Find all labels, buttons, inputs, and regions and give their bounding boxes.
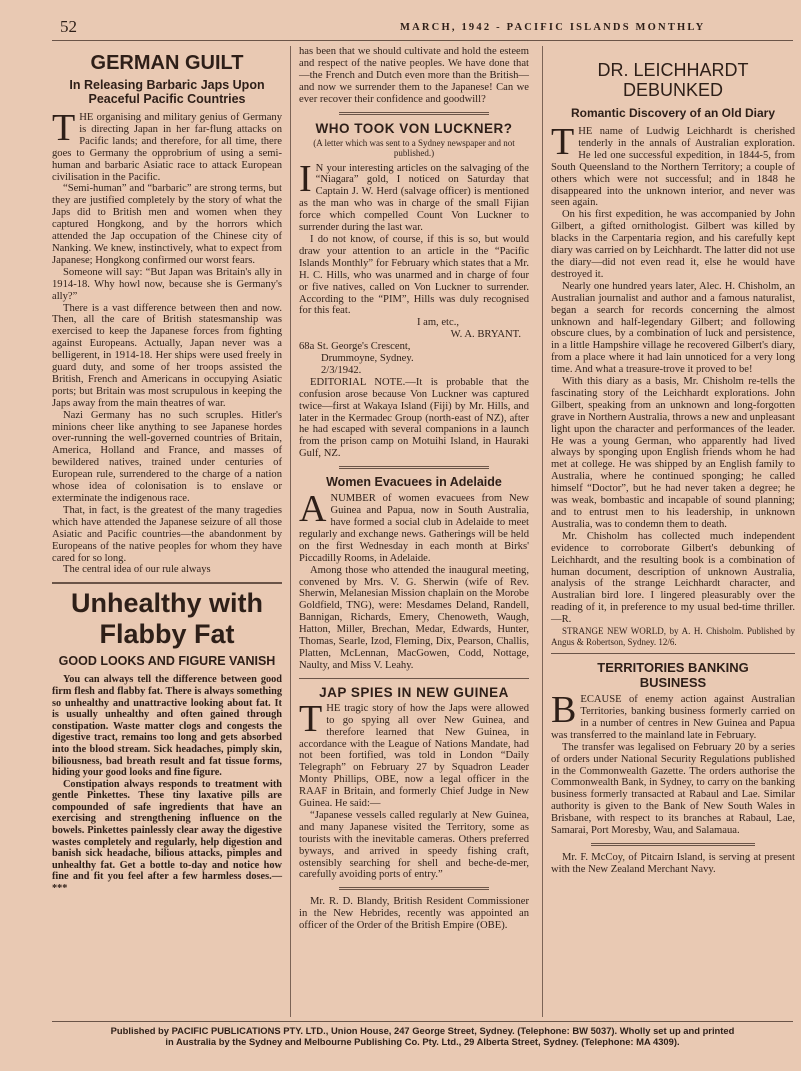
paragraph: HE organising and military genius of Germany is directing Japan in her far-flung attacks on Pacific lands; and therefore, for all time, there goes to Germany the opprobrium of using a semi-human and barbaric Asiatic race to attack European civilisation in the Pacific. xyxy=(52,112,282,183)
paragraph: You can always tell the difference between good firm flesh and flabby fat. There is always something so unhealthy and unattractive looking about fat. It is usually unhealthy and often gained through constipation. Waste matter clogs and congests the digestive tract, remains too long and gets absorbed into the blood stream. Sick headaches, pimply skin, biliousness, bad breath result and fat tissue forms, hiding your good looks and fine figure. xyxy=(52,674,282,779)
article-subtitle: Romantic Discovery of an Old Diary xyxy=(570,106,776,120)
column-divider xyxy=(290,46,291,1017)
divider xyxy=(591,843,755,846)
page-number: 52 xyxy=(60,17,77,36)
article-note: (A letter which was sent to a Sydney newspaper and not published.) xyxy=(313,137,515,159)
paragraph: Mr. F. McCoy, of Pitcairn Island, is serving at present with the New Zealand Merchant Navy. xyxy=(551,851,795,875)
divider xyxy=(299,678,529,679)
address-line: 68a St. George's Crescent, xyxy=(299,341,411,353)
paragraph: “Semi-human” and “barbaric” are strong terms, but they are justified completely by the story of what the Japs did to British men and women when they captured Hongkong, and by the horrors which attended the Jap occupation of the Chinese city of Nanking. We knew, instinctively, what to expect from Japanese; Hongkong confirmed our worst fears. xyxy=(52,183,282,266)
paragraph: On his first expedition, he was accompanied by John Gilbert, a gifted ornithologist. Gilbert was killed by blacks in the Carpentaria region, and his carefully kept diary was carried on by Leichhardt. The latter did not use the diary—did not even read it, else he would have destroyed it. xyxy=(551,209,795,280)
paragraph: N your interesting articles on the salvaging of the “Niagara” gold, I noticed on Saturday that Captain J. W. Herd (salvage officer) is mentioned as the man who was in charge of the small Fijian force which compelled Count Von Luckner to surrender during the last war. xyxy=(299,162,529,234)
divider xyxy=(339,887,489,890)
drop-cap: B xyxy=(551,689,577,732)
signer: W. A. BRYANT. xyxy=(450,329,521,341)
footer-line: in Australia by the Sydney and Melbourne Publishing Co. Pty. Ltd., 29 Alberta Street, Sydney. (Telephone: MA 4309). xyxy=(165,1036,680,1047)
drop-cap: I xyxy=(299,157,312,200)
divider xyxy=(339,466,489,469)
paragraph: The central idea of our rule always xyxy=(63,564,211,576)
article-title: JAP SPIES IN NEW GUINEA xyxy=(319,684,509,700)
running-title: MARCH, 1942 - PACIFIC ISLANDS MONTHLY xyxy=(400,22,706,33)
paragraph: Nazi Germany has no such scruples. Hitler's minions cheer like anything to see Japanese hordes over-running the well-governed countries of Britain, America, Holland and France, and masses of bewildered natives, trained under centuries of European rule, surrendered to the charge of a nation whose idea of colonisation is to enslave or exterminate the indigenous race. xyxy=(52,409,282,504)
paragraph: Among those who attended the inaugural meeting, convened by Mrs. V. G. Sherwin (wife of Rev. Sherwin, Melanesian Mission chaplain on the Morobe Goldfield, TNG), were: Mesdames Deland, Randell, Bannigan, Richards, Emery, Chenoweth, Waugh, Hatton, Miller, Brechan, Medar, Edwards, Hunter, Thomas, Searle, Izod, Fleming, Dix, Pearson, Challis, Platten, McLennan, MacGowen, Codd, Nottage, Naulty, and Miss V. Leahy. xyxy=(299,564,529,671)
letter-date: 2/3/1942. xyxy=(321,364,362,376)
article-title: DR. LEICHHARDT DEBUNKED xyxy=(597,60,749,100)
article-title: TERRITORIES BANKING BUSINESS xyxy=(597,660,749,691)
advertisement xyxy=(52,588,282,894)
drop-cap: T xyxy=(52,107,76,149)
ad-rule xyxy=(52,582,282,584)
paragraph: I do not know, of course, if this is so, but would draw your attention to an article in the “Pacific Islands Monthly” for February which states that a Mr. H. C. Hills, who was unarmed and in charge of four or five natives, called on Von Luckner to surrender. According to the “PIM”, Hills was duly recognised for this feat. xyxy=(299,233,529,317)
article-title: Women Evacuees in Adelaide xyxy=(326,475,502,490)
editorial-note: EDITORIAL NOTE.—It is probable that the confusion arose because Von Luckner was captured twice—first at Wakaya Island (Fiji) by Mr. Hills, and later in the Kermadec Group (north-east of NZ), after he had escaped with several companions in a launch from the prison camp on Motuihi Island, in Hauraki Gulf, NZ. xyxy=(299,376,529,460)
sign-off: I am, etc., xyxy=(416,317,459,329)
publisher-footer xyxy=(52,1021,793,1047)
paragraph: The transfer was legalised on February 20 by a series of orders under National Security Regulations published in the Commonwealth Gazette. The orders authorise the Commonwealth Bank, in Sydney, to carry on the banking business formerly transacted at Rabaul and Lae. Similar authority is given to the Bank of New South Wales in Brisbane, with respect to its branches at Rabaul, Lae, Samarai, Port Moresby, Wau, and Salamaua. xyxy=(551,741,795,837)
paragraph: That, in fact, is the greatest of the many tragedies which have attended the Japanese seizure of all those Asiatic and Pacific countries—the abandonment by Europeans of the native peoples for whom they have cared for so long. xyxy=(52,504,282,564)
article-subtitle: In Releasing Barbaric Japs Upon Peaceful Pacific Countries xyxy=(69,78,265,106)
paragraph: has been that we should cultivate and hold the esteem and respect of the native peoples. We have done that—the French and Dutch even more than the British—and now we surrender them to the Japanese! Can we ever recover their confidence and goodwill? xyxy=(299,46,529,105)
paragraph: Nearly one hundred years later, Alec. H. Chisholm, an Australian journalist and author and a famous naturalist, began a search for records concerning the almost unknown and half-legendary Gilbert; and following obscure clues, by a combination of luck and persistence, in a little Hampshire village he recovered Gilbert's diary, from a place where it had lain unnoticed for a very long time. And what a treasure-trove it proved to be! xyxy=(551,280,795,376)
column-left xyxy=(52,46,282,895)
divider xyxy=(551,653,795,654)
ad-body xyxy=(52,674,282,894)
column-right xyxy=(551,46,795,876)
paragraph: ECAUSE of enemy action against Australian Territories, banking business formerly carried on in a number of centres in New Guinea and Papua was transferred to the mainland late in February. xyxy=(551,694,795,741)
paragraph: Mr. Chisholm has collected much independent evidence to corroborate Gilbert's debunking of Leichhardt, and the resulting book is a combination of human document, description of unknown Australia, analysis of the strange Leichhardt character, and Australian bird lore. I lingered pleasurably over the reading of it, in preference to my usual bed-time thriller.—R. xyxy=(551,530,795,626)
drop-cap: A xyxy=(299,488,327,531)
drop-cap: T xyxy=(551,121,575,163)
paragraph: HE tragic story of how the Japs were allowed to go spying all over New Guinea, and therefore learned that New Guinea, in accordance with the League of Nations Mandate, had not been fortified, was told in London “Daily Telegraph” on February 27 by Squadron Leader Monty Phillips, OBE, now a legal officer in the RAAF in Britain, and formerly Chief Judge in New Guinea. He said:— xyxy=(299,702,529,810)
article-title: WHO TOOK VON LUCKNER? xyxy=(315,120,513,136)
article-body xyxy=(52,107,282,576)
paragraph: Someone will say: “But Japan was Britain's ally in 1914-18. Why howl now, because she is Germany's ally?” xyxy=(52,266,282,302)
address-line: Drummoyne, Sydney. xyxy=(321,353,414,365)
ad-subtitle: GOOD LOOKS AND FIGURE VANISH xyxy=(58,654,276,669)
header-rule xyxy=(52,40,793,41)
column-middle xyxy=(299,46,529,932)
ad-title: Unhealthy with Flabby Fat xyxy=(70,588,263,650)
paragraph: “Japanese vessels called regularly at New Guinea, and many Japanese visited the Territory, some as tourists with the inevitable cameras. Others preferred byways, and arrived in speedy fishing craft, ostensibly searching for shell and beche-de-mer, carefully avoiding ports of entry.” xyxy=(299,809,529,881)
footer-line: Published by PACIFIC PUBLICATIONS PTY. LTD., Union House, 247 George Street, Sydney. (Telephone: BW 5037). Wholly set up and printed xyxy=(110,1025,735,1036)
paragraph: With this diary as a basis, Mr. Chisholm re-tells the fascinating story of the Leichhardt explorations. John Gilbert, speaking from an unknown and long-forgotten grave in Northern Australia, throws a new and unpleasant light upon the character and performances of the leader. He was a young German, who apparently had lived always by sponging upon English friends whom he had met at college. He was shipped by an English family to Australia, where he continued sponging; he called himself “Doctor”, but he had never taken a degree; he was weak, bombastic and incapable of sound planning; and to entrust men to his leadership, in unknown Australia, was to condemn them to death. xyxy=(551,376,795,530)
paragraph: There is a vast difference between then and now. Then, all the care of British statesmanship was exercised to keep the Japanese forces from fighting against Europeans. Actually, Japan never was a belligerent, in 1914-18. Her ships were used freely in guard duty, and some of her troops assisted the British, French and Americans in occupying Asiatic ports; but Britain was most scrupulous in keeping the Japs away from the main theatres of war. xyxy=(52,302,282,409)
paragraph: Constipation always responds to treatment with gentle Pinkettes. These tiny laxative pills are compounded of safe ingredients that have an exercising and strengthening influence on the bowels. Pinkettes painlessly clear away the digestive wastes completely and regularly, help digestion and banish sick headache, bilious attacks, pimples and unhealthy fat. Get a bottle to-day and notice how fine and fit you feel after a few harmless doses.—*** xyxy=(52,778,282,895)
article-title: GERMAN GUILT xyxy=(90,52,244,74)
column-divider xyxy=(542,46,543,1017)
divider xyxy=(339,112,489,115)
paragraph: NUMBER of women evacuees from New Guinea and Papua, now in South Australia, have formed a social club in Adelaide to meet regularly and exchange news. Gatherings will be held on the first Wednesday in each month at Birks' Piccadilly Rooms, in Adelaide. xyxy=(299,493,529,564)
paragraph: HE name of Ludwig Leichhardt is cherished tenderly in the annals of Australian exploration. He led one successful expedition, in 1844-5, from South Queensland to the Northern Territory; a couple of others which were not successful; and in 1848 he disappeared into the unknown interior, and never was seen again. xyxy=(551,126,795,209)
drop-cap: T xyxy=(299,697,323,740)
book-credit: STRANGE NEW WORLD, by A. H. Chisholm. Published by Angus & Robertson, Sydney. 12/6. xyxy=(551,626,795,647)
paragraph: Mr. R. D. Blandy, British Resident Commissioner in the New Hebrides, recently was appointed an officer of the Order of the British Empire (OBE). xyxy=(299,896,529,932)
